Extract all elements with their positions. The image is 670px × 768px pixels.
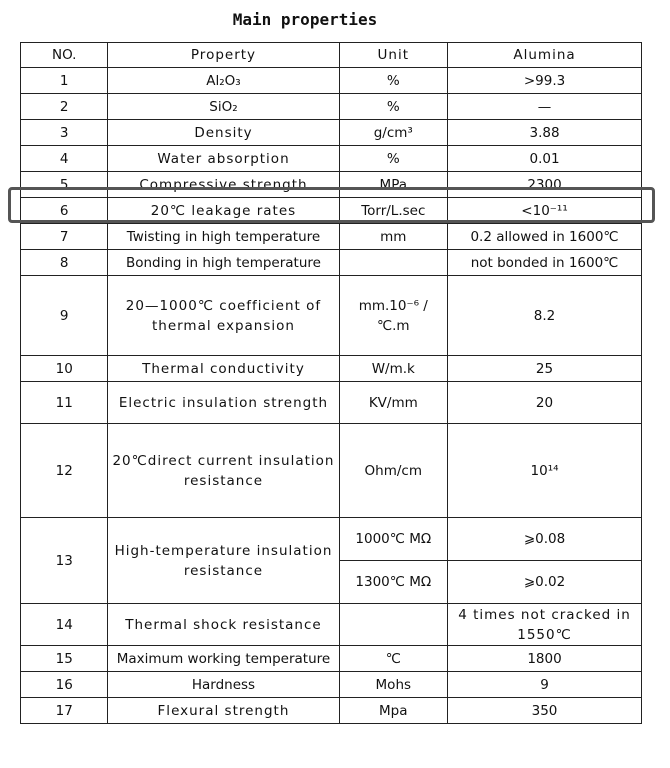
- table-row: [21, 146, 642, 172]
- table-row: [21, 672, 642, 698]
- row-value: 3.88: [448, 120, 642, 146]
- row-value: 25: [448, 356, 642, 382]
- table-row: [21, 250, 642, 276]
- row-unit: Mohs: [339, 672, 448, 698]
- row-unit: g/cm³: [339, 120, 448, 146]
- table-row: [21, 646, 642, 672]
- row-unit: 1000℃ MΩ: [339, 518, 448, 561]
- row-unit: %: [339, 94, 448, 120]
- row-unit: %: [339, 68, 448, 94]
- table-row: [21, 94, 642, 120]
- row-no: 5: [21, 172, 108, 198]
- row-no: 10: [21, 356, 108, 382]
- row-property: Compressive strength: [108, 172, 339, 198]
- row-value: 0.2 allowed in 1600℃: [448, 224, 642, 250]
- row-no: 14: [21, 604, 108, 646]
- row-property: Water absorption: [108, 146, 339, 172]
- row-value: 9: [448, 672, 642, 698]
- row-no: 11: [21, 382, 108, 424]
- table-row: [21, 68, 642, 94]
- table-row: [21, 698, 642, 724]
- row-no: 15: [21, 646, 108, 672]
- row-no: 6: [21, 198, 108, 224]
- table-row-highlighted: [21, 198, 642, 224]
- row-value: 4 times not cracked in 1550℃: [448, 604, 642, 646]
- row-unit: [339, 250, 448, 276]
- row-unit: W/m.k: [339, 356, 448, 382]
- row-unit: mm: [339, 224, 448, 250]
- row-unit: ℃: [339, 646, 448, 672]
- row-property: Electric insulation strength: [108, 382, 339, 424]
- row-value: ⩾0.02: [448, 561, 642, 604]
- row-no: 12: [21, 424, 108, 518]
- row-no: 7: [21, 224, 108, 250]
- header-property: Property: [108, 43, 339, 68]
- row-value: <10⁻¹¹: [448, 198, 642, 224]
- row-property: Twisting in high temperature: [108, 224, 339, 250]
- row-property: Density: [108, 120, 339, 146]
- row-unit: Ohm/cm: [339, 424, 448, 518]
- row-no: 4: [21, 146, 108, 172]
- row-value: 1800: [448, 646, 642, 672]
- table-row: [21, 172, 642, 198]
- row-value: not bonded in 1600℃: [448, 250, 642, 276]
- row-unit: KV/mm: [339, 382, 448, 424]
- table-row: [21, 518, 642, 561]
- row-unit: Mpa: [339, 698, 448, 724]
- row-value: 2300: [448, 172, 642, 198]
- row-no: 1: [21, 68, 108, 94]
- row-property: Thermal shock resistance: [108, 604, 339, 646]
- properties-table: [20, 42, 642, 724]
- row-value: >99.3: [448, 68, 642, 94]
- row-property: 20℃direct current insulation resistance: [108, 424, 339, 518]
- table-row: [21, 424, 642, 518]
- row-unit: Torr/L.sec: [339, 198, 448, 224]
- row-no: 9: [21, 276, 108, 356]
- table-row: [21, 224, 642, 250]
- page-title: Main properties: [232, 10, 378, 29]
- row-property: SiO₂: [108, 94, 339, 120]
- row-property: 20—1000℃ coefficient of thermal expansion: [108, 276, 339, 356]
- row-value: 20: [448, 382, 642, 424]
- row-value: ⩾0.08: [448, 518, 642, 561]
- row-property: Flexural strength: [108, 698, 339, 724]
- row-value: 350: [448, 698, 642, 724]
- row-property: Thermal conductivity: [108, 356, 339, 382]
- row-no: 8: [21, 250, 108, 276]
- row-value: 8.2: [448, 276, 642, 356]
- row-unit: 1300℃ MΩ: [339, 561, 448, 604]
- row-property: Hardness: [108, 672, 339, 698]
- table-row: [21, 382, 642, 424]
- row-value: 10¹⁴: [448, 424, 642, 518]
- row-no: 17: [21, 698, 108, 724]
- table-row: [21, 120, 642, 146]
- row-no: 13: [21, 518, 108, 604]
- table-row: [21, 356, 642, 382]
- row-unit: MPa: [339, 172, 448, 198]
- table-header-row: [21, 43, 642, 68]
- row-property: 20℃ leakage rates: [108, 198, 339, 224]
- table-row: [21, 604, 642, 646]
- row-no: 16: [21, 672, 108, 698]
- row-no: 3: [21, 120, 108, 146]
- row-property: Bonding in high temperature: [108, 250, 339, 276]
- header-value: Alumina: [448, 43, 642, 68]
- row-unit: [339, 604, 448, 646]
- header-unit: Unit: [339, 43, 448, 68]
- row-property: Al₂O₃: [108, 68, 339, 94]
- table-row: [21, 276, 642, 356]
- row-unit: mm.10⁻⁶ /℃.m: [339, 276, 448, 356]
- row-no: 2: [21, 94, 108, 120]
- row-property: Maximum working temperature: [108, 646, 339, 672]
- row-unit: %: [339, 146, 448, 172]
- row-value: 0.01: [448, 146, 642, 172]
- row-property: High-temperature insulation resistance: [108, 518, 339, 604]
- header-no: NO.: [21, 43, 108, 68]
- row-value: —: [448, 94, 642, 120]
